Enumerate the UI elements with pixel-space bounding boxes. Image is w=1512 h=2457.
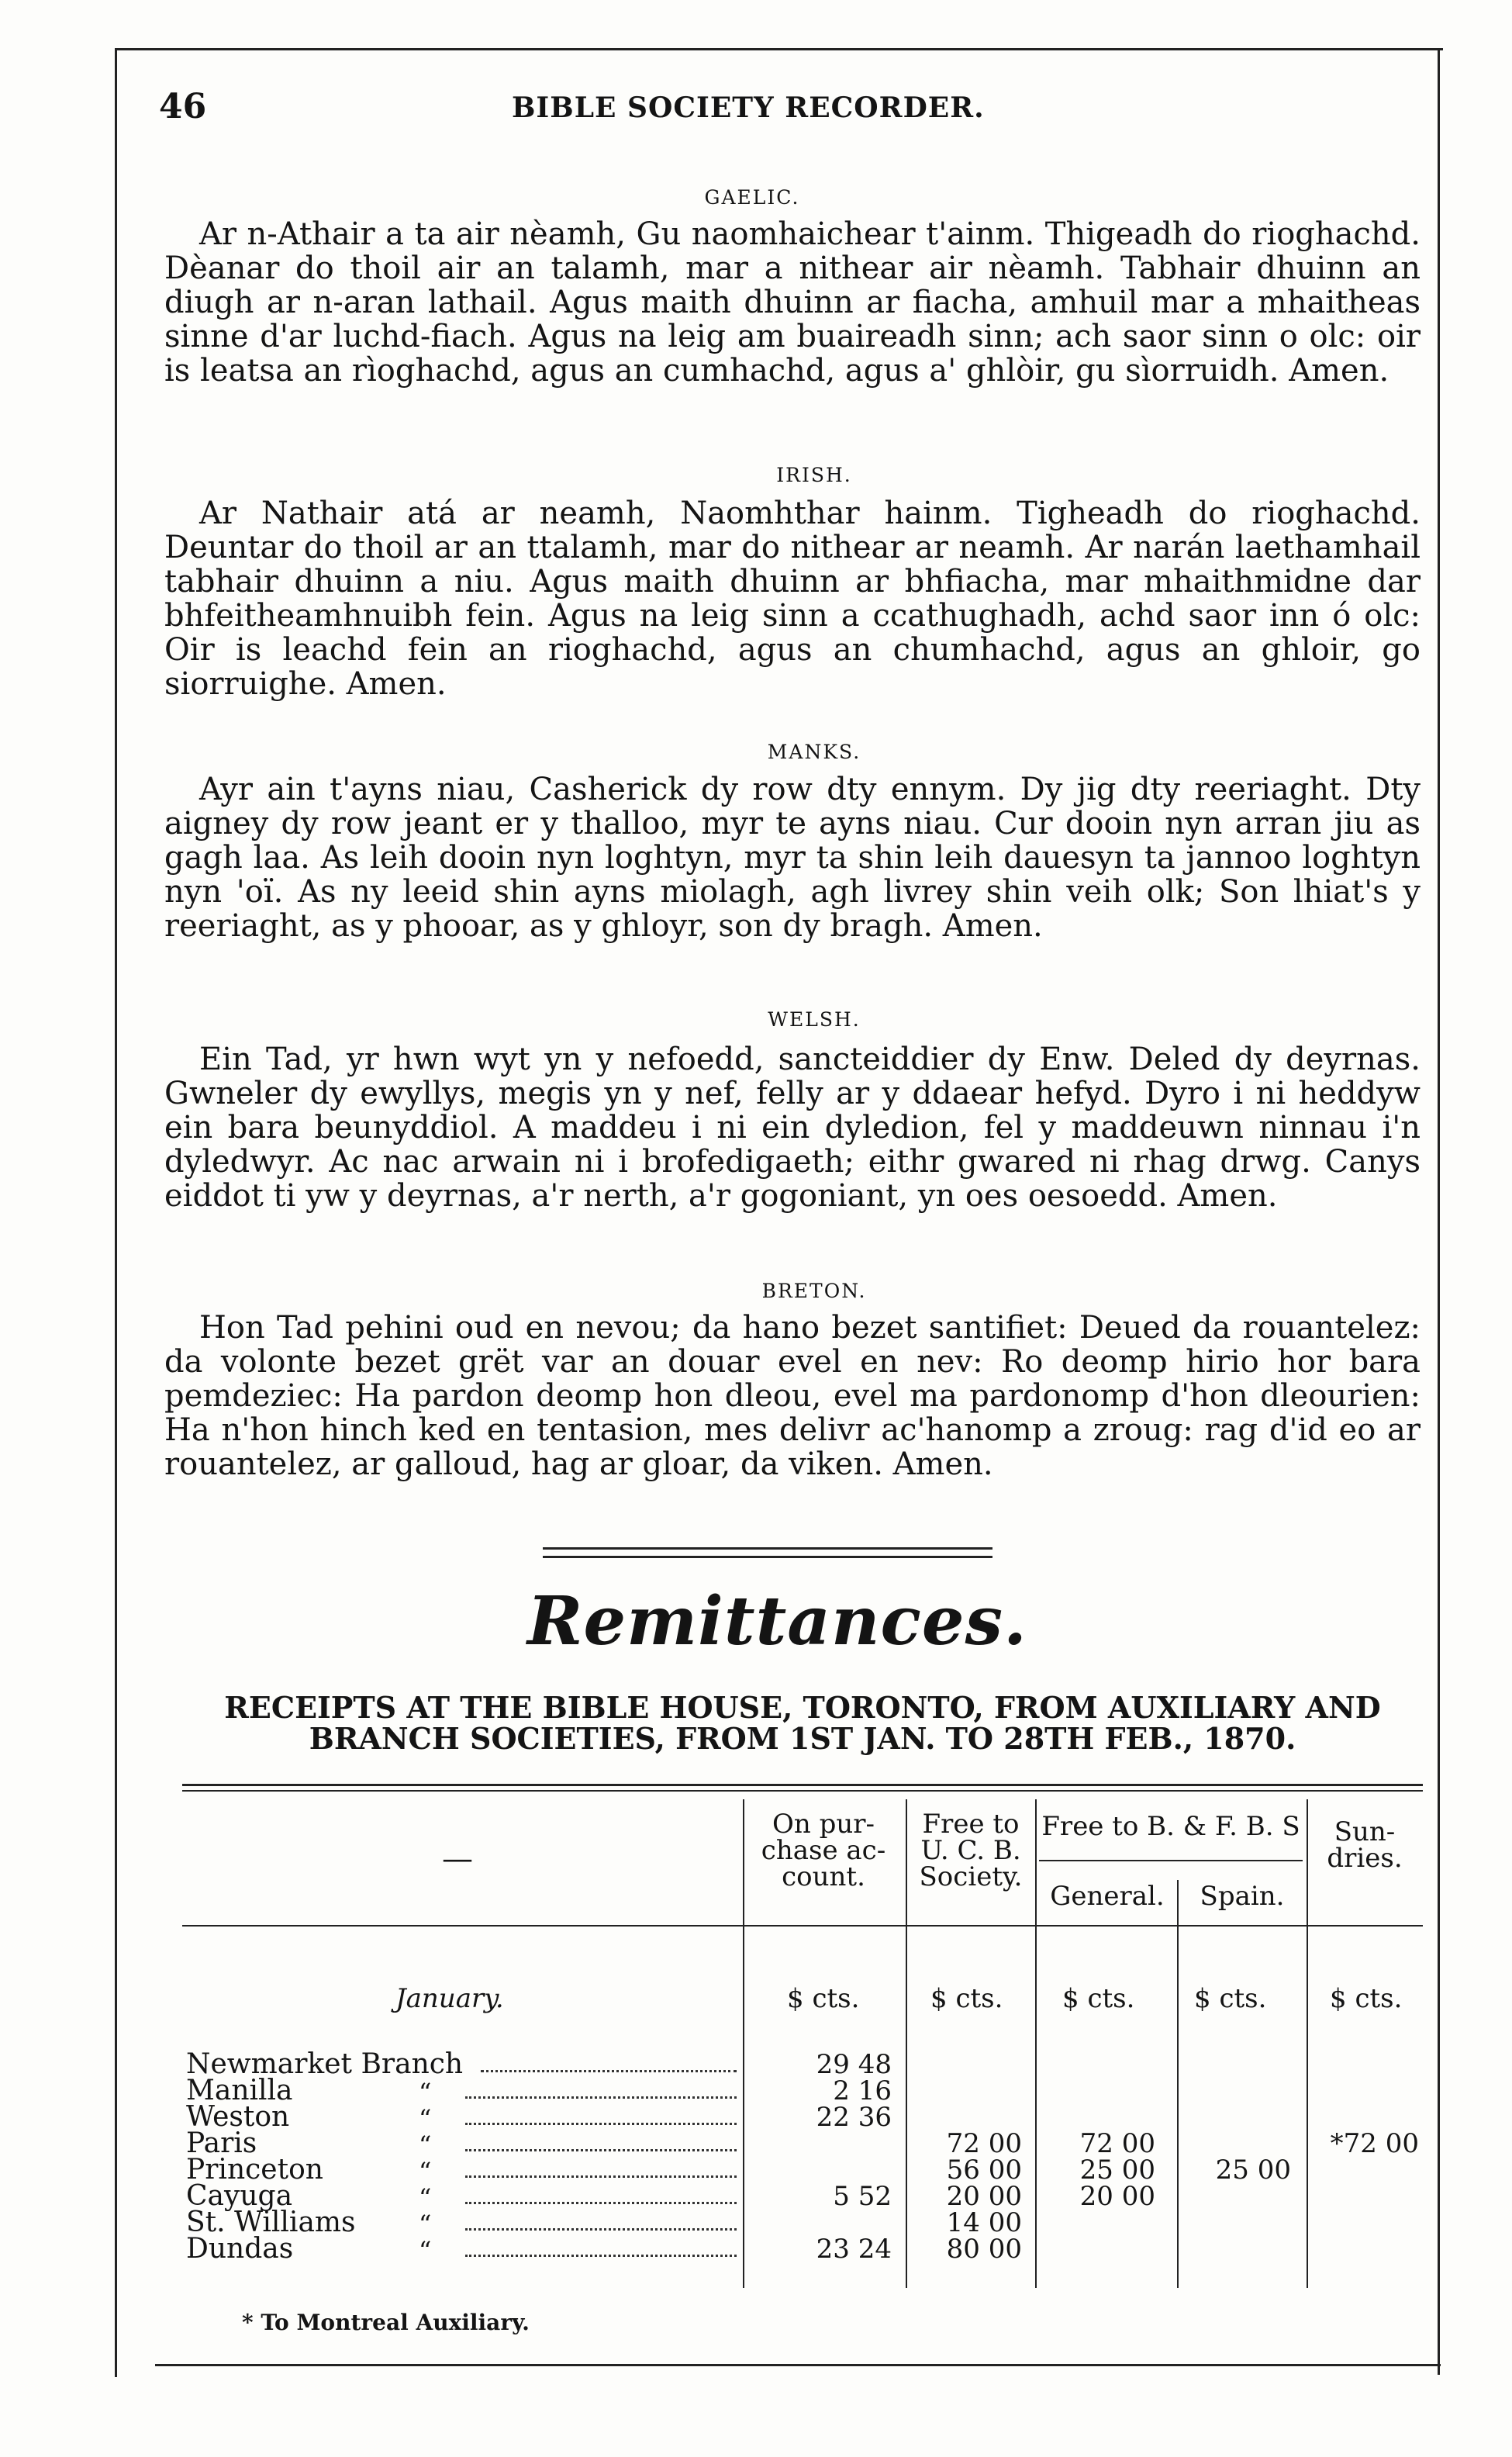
- cell-free-ucb: 72 00: [946, 2128, 1022, 2159]
- running-head: BIBLE SOCIETY RECORDER.: [512, 92, 985, 124]
- heading-gaelic: GAELIC.: [704, 186, 800, 209]
- row-name: St. Williams: [186, 2206, 356, 2238]
- row-leader-dots: [465, 2202, 737, 2204]
- cell-purchase: 23 24: [816, 2234, 892, 2265]
- heading-irish: IRISH.: [776, 464, 852, 486]
- row-name: Dundas: [186, 2233, 294, 2265]
- page-border-right: [1438, 48, 1440, 2375]
- remittances-title: Remittances.: [527, 1582, 1027, 1660]
- cell-purchase: 22 36: [816, 2102, 892, 2133]
- cell-free-ucb: 14 00: [946, 2207, 1022, 2238]
- cell-free-ucb: 20 00: [946, 2181, 1022, 2212]
- column-divider-2: [906, 1799, 907, 2288]
- table-rule-top-double: [182, 1790, 1423, 1792]
- row-name: Princeton: [186, 2154, 323, 2186]
- column-free-ucb-header: Free to U. C. B. Society.: [919, 1809, 1023, 1892]
- row-ditto: “: [419, 2078, 432, 2107]
- row-ditto: “: [419, 2236, 432, 2265]
- column-free-bfbs-header: Free to B. & F. B. S: [1041, 1811, 1300, 1842]
- bfbs-header-rule: [1039, 1860, 1303, 1861]
- table-rule-middle: [182, 1925, 1423, 1927]
- page-number: 46: [159, 87, 207, 126]
- column-spain-header: Spain.: [1200, 1881, 1285, 1912]
- row-leader-dots: [481, 2070, 737, 2072]
- cell-purchase: 2 16: [833, 2075, 892, 2106]
- row-ditto: “: [419, 2104, 432, 2134]
- row-leader-dots: [465, 2175, 737, 2178]
- paragraph-irish: Ar Nathair atá ar neamh, Naomhthar hainm. Tigheadh do rioghachd. Deuntar do thoil ar an ttalamh, mar do nithear ar neamh. Ar narán laethamhail tabhair dhuinn a niu. Agus maith dhuinn ar bhfiacha, mar mhaithmidne dar bhfeitheamhnuibh fein. Agus na leig sinn a ccathughadh, achd saor inn ó olc: Oir is leachd fein an rioghachd, agus an chumhachd, agus an ghloir, go siorruighe. Amen.: [164, 496, 1421, 702]
- cell-spain: 25 00: [1215, 2155, 1291, 2186]
- row-leader-dots: [465, 2123, 737, 2125]
- row-ditto: “: [419, 2183, 432, 2213]
- cell-general: 25 00: [1079, 2155, 1155, 2186]
- cell-sundries: *72 00: [1330, 2128, 1419, 2159]
- page-border-bottom: [155, 2364, 1441, 2366]
- heading-breton: BRETON.: [761, 1280, 867, 1302]
- cell-free-ucb: 56 00: [946, 2155, 1022, 2186]
- paragraph-welsh: Ein Tad, yr hwn wyt yn y nefoedd, sancteiddier dy Enw. Deled dy deyrnas. Gwneler dy ewyllys, megis yn y nef, felly ar y ddaear hefyd. Dyro i ni heddyw ein bara beunyddiol. A maddeu i ni ein dyledion, fel y maddeuwn ninnau i'n dyledwyr. Ac nac arwain ni i brofedigaeth; eithr gwared ni rhag drwg. Canys eiddot ti yw y deyrnas, a'r nerth, a'r gogoniant, yn oes oesoedd. Amen.: [164, 1042, 1421, 1214]
- column-general-header: General.: [1050, 1881, 1165, 1912]
- row-leader-dots: [465, 2096, 737, 2099]
- column-divider-1: [743, 1799, 744, 2288]
- row-leader-dots: [465, 2255, 737, 2257]
- unit-general: $ cts.: [1062, 1983, 1135, 2014]
- row-name: Manilla: [186, 2075, 293, 2106]
- row-name: Newmarket Branch: [186, 2048, 464, 2080]
- cell-general: 72 00: [1079, 2128, 1155, 2159]
- month-label: January.: [395, 1983, 504, 2014]
- row-name: Paris: [186, 2127, 257, 2159]
- column-purchase-header: On pur-chase ac-count.: [761, 1809, 886, 1892]
- row-ditto: “: [419, 2157, 432, 2186]
- ornamental-rule-top: [543, 1547, 992, 1550]
- footnote: * To Montreal Auxiliary.: [242, 2310, 530, 2335]
- unit-free-ucb: $ cts.: [930, 1983, 1003, 2014]
- paragraph-breton: Hon Tad pehini oud en nevou; da hano bezet santifiet: Deued da rouantelez: da volonte bezet grët var an douar evel en nev: Ro deomp hirio hor bara pemdeziec: Ha pardon deomp hon dleou, evel ma pardonomp d'hon dleourien: Ha n'hon hinch ked en tentasion, mes delivr ac'hanomp a zroug: rag d'id eo ar rouantelez, ar galloud, hag ar gloar, da viken. Amen.: [164, 1310, 1421, 1482]
- column-name-dash: —: [442, 1841, 473, 1877]
- unit-sundries: $ cts.: [1330, 1983, 1403, 2014]
- row-ditto: “: [419, 2130, 432, 2160]
- heading-welsh: WELSH.: [768, 1008, 861, 1031]
- column-divider-3: [1035, 1799, 1037, 2288]
- row-name: Cayuga: [186, 2180, 293, 2212]
- column-divider-4: [1307, 1799, 1308, 2288]
- cell-general: 20 00: [1079, 2181, 1155, 2212]
- row-leader-dots: [465, 2149, 737, 2151]
- table-rule-top: [182, 1784, 1423, 1786]
- column-divider-5: [1177, 1880, 1179, 2288]
- paragraph-gaelic: Ar n-Athair a ta air nèamh, Gu naomhaichear t'ainm. Thigeadh do rioghachd. Dèanar do thoil air an talamh, mar a nithear air nèamh. Tabhair dhuinn an diugh ar n-aran lathail. Agus maith dhuinn ar fiacha, amhuil mar a mhaitheas sinne d'ar luchd-fiach. Agus na leig am buaireadh sinn; ach saor sinn o olc: oir is leatsa an rìoghachd, agus an cumhachd, agus a' ghlòir, gu sìorruidh. Amen.: [164, 216, 1421, 389]
- row-ditto: “: [419, 2210, 432, 2239]
- cell-purchase: 29 48: [816, 2049, 892, 2080]
- paragraph-manks: Ayr ain t'ayns niau, Casherick dy row dty ennym. Dy jig dty reeriaght. Dty aigney dy row jeant er y thalloo, myr te ayns niau. Cur dooin nyn arran jiu as gagh laa. As leih dooin nyn loghtyn, myr ta shin leih dauesyn ta jannoo loghtyn nyn 'oï. As ny leeid shin ayns miolagh, agh livrey shin veih olk; Son lhiat's y reeriaght, as y phooar, as y ghloyr, son dy bragh. Amen.: [164, 772, 1421, 944]
- cell-purchase: 5 52: [833, 2181, 892, 2212]
- receipts-subtitle: RECEIPTS AT THE BIBLE HOUSE, TORONTO, FROM AUXILIARY AND BRANCH SOCIETIES, FROM 1ST JAN. TO 28TH FEB., 1870.: [224, 1690, 1381, 1756]
- heading-manks: MANKS.: [767, 741, 861, 763]
- row-leader-dots: [465, 2228, 737, 2231]
- row-name: Weston: [186, 2101, 290, 2133]
- unit-spain: $ cts.: [1194, 1983, 1267, 2014]
- ornamental-rule-bottom: [543, 1556, 992, 1558]
- column-sundries-header: Sun-dries.: [1327, 1816, 1403, 1874]
- cell-free-ucb: 80 00: [946, 2234, 1022, 2265]
- unit-purchase: $ cts.: [787, 1983, 860, 2014]
